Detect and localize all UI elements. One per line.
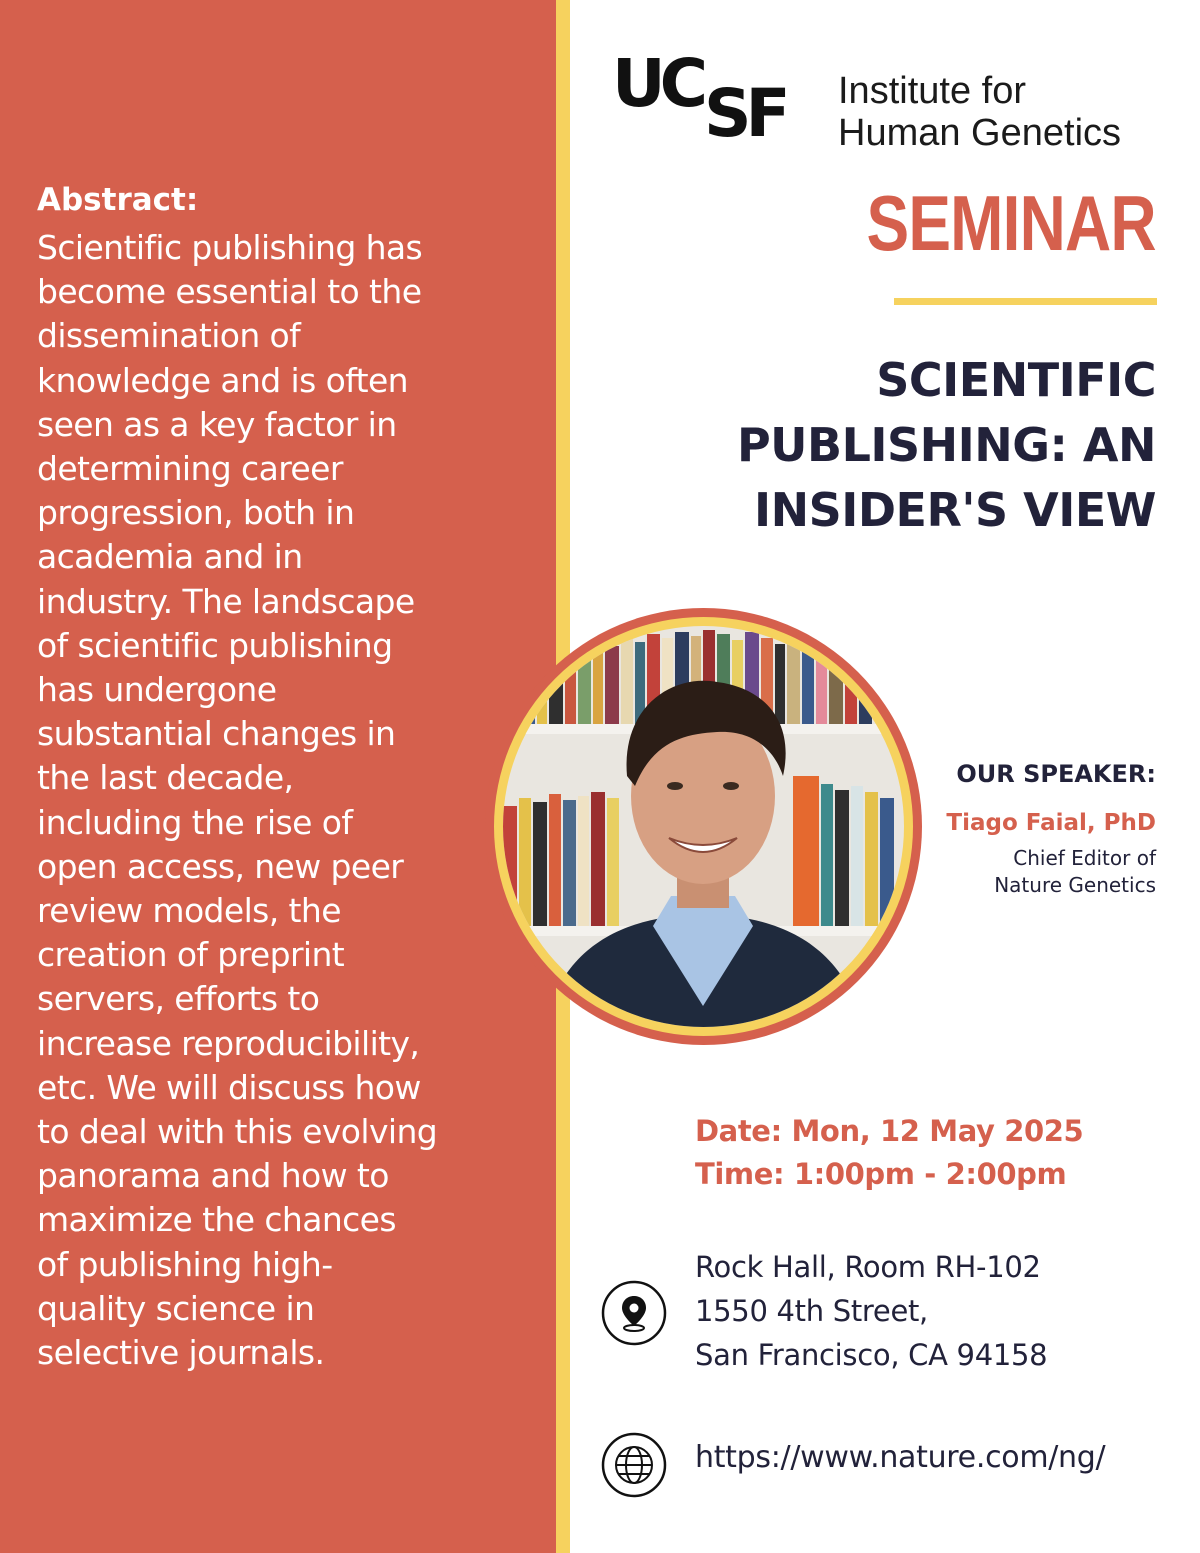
globe-icon [601,1432,667,1498]
speaker-role-line: Nature Genetics [994,873,1156,897]
abstract-line: progression, both in [37,493,355,533]
svg-text:SF: SF [704,75,785,140]
abstract-line: the last decade, [37,758,294,798]
abstract-line: selective journals. [37,1333,325,1373]
abstract-line: of scientific publishing [37,625,393,665]
abstract-line: academia and in [37,537,303,577]
abstract-line: including the rise of [37,802,353,842]
talk-title-line: PUBLISHING: AN [736,418,1156,472]
abstract-line: knowledge and is often [37,360,408,400]
talk-title [737,348,1156,543]
speaker-photo [503,626,904,1027]
abstract-line: etc. We will discuss how [37,1067,421,1107]
speaker-role-line: Chief Editor of [1013,846,1156,870]
institute-line: Institute for [838,70,1026,112]
ucsf-logo [612,48,812,140]
abstract-line: increase reproducibility, [37,1023,420,1063]
address-line: Rock Hall, Room RH-102 [695,1250,1041,1284]
website-link[interactable]: https://www.nature.com/ng/ [695,1440,1106,1475]
abstract-line: determining career [37,449,343,489]
talk-title-line: SCIENTIFIC [876,353,1156,407]
event-time: Time: 1:00pm - 2:00pm [695,1157,1067,1191]
address-line: San Francisco, CA 94158 [695,1338,1048,1372]
yellow-rule-divider [894,298,1157,305]
speaker-name: Tiago Faial, PhD [946,810,1156,836]
event-type-heading: SEMINAR [866,179,1156,267]
abstract-text [37,226,537,1375]
abstract-line: seen as a key factor in [37,404,397,444]
abstract-line: servers, efforts to [37,979,320,1019]
address-line: 1550 4th Street, [695,1294,928,1328]
abstract-line: become essential to the [37,272,422,312]
abstract-panel [0,0,556,1553]
svg-text:UC: UC [612,48,703,122]
abstract-line: dissemination of [37,316,301,356]
speaker-heading: OUR SPEAKER: [956,760,1156,788]
abstract-line: of publishing high- [37,1244,333,1284]
abstract-line: has undergone [37,670,277,710]
abstract-line: open access, new peer [37,846,404,886]
event-date: Date: Mon, 12 May 2025 [695,1114,1084,1148]
abstract-heading: Abstract: [37,182,199,218]
location-pin-icon [601,1280,667,1346]
venue-address [695,1245,1047,1377]
abstract-line: to deal with this evolving [37,1112,438,1152]
event-date-time [695,1110,1083,1196]
abstract-line: maximize the chances [37,1200,396,1240]
abstract-line: creation of preprint [37,935,345,975]
institute-line: Human Genetics [838,112,1122,154]
abstract-line: review models, the [37,891,341,931]
talk-title-line: INSIDER'S VIEW [754,483,1156,537]
speaker-role [994,845,1156,899]
abstract-line: Scientific publishing has [37,228,423,267]
abstract-line: substantial changes in [37,714,396,754]
abstract-line: panorama and how to [37,1156,389,1196]
institute-name [838,70,1121,154]
abstract-line: quality science in [37,1288,315,1328]
abstract-line: industry. The landscape [37,581,415,621]
